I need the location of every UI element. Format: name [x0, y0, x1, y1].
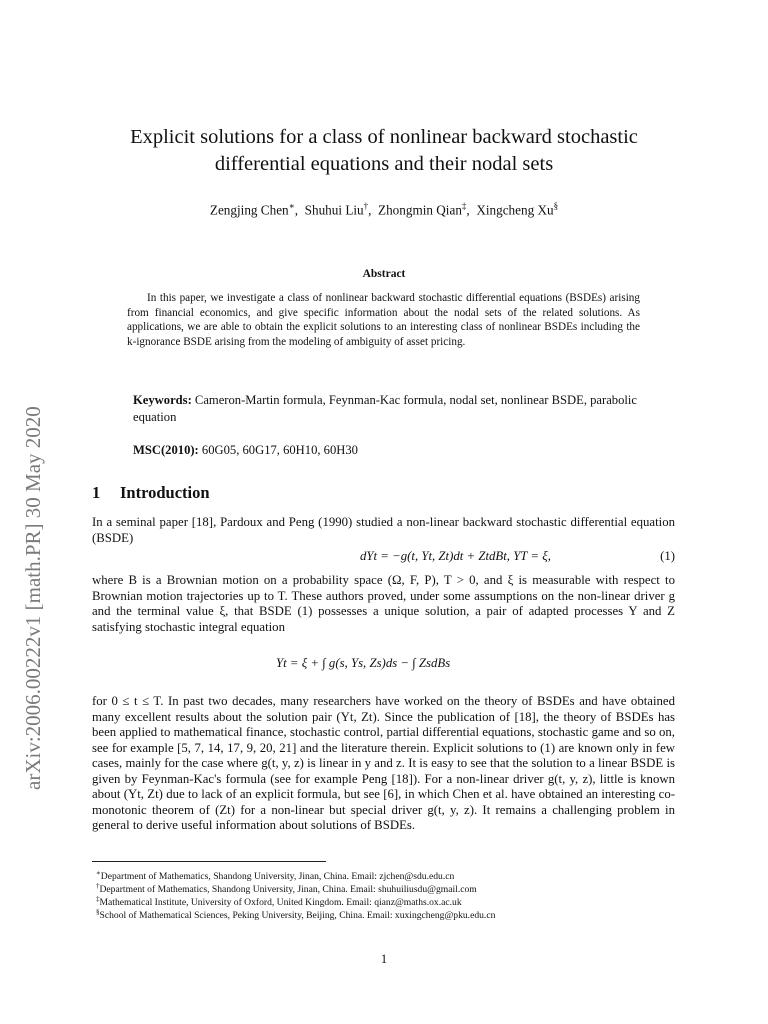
abstract-body	[127, 291, 640, 349]
footnote-text: School of Mathematical Sciences, Peking University, Beijing, China. Email: xuxingcheng@pku.edu.cn	[99, 910, 496, 922]
paper-title	[92, 124, 676, 178]
author-name: Zhongmin Qian	[378, 202, 462, 218]
footnote-mark: ‡	[96, 895, 100, 903]
footnote-text: Department of Mathematics, Shandong University, Jinan, China. Email: zjchen@sdu.edu.cn	[100, 871, 455, 883]
keywords	[133, 392, 648, 426]
author-mark: ∗	[288, 201, 295, 211]
author-name: Zengjing Chen	[209, 202, 289, 218]
intro-paragraph-1: In a seminal paper [18], Pardoux and Peng (1990) studied a non-linear backward stochastic differential equation (BSDE)	[92, 515, 675, 545]
keywords-text: Cameron-Martin formula, Feynman-Kac formula, nodal set, nonlinear BSDE, parabolic equation	[133, 393, 637, 424]
author-name: Shuhui Liu	[304, 202, 364, 218]
footnote-mark: ∗	[96, 869, 101, 877]
footnote-mark: §	[96, 908, 100, 916]
equation-1: dYt = −g(t, Yt, Zt)dt + ZtdBt, YT = ξ,	[360, 549, 551, 563]
section-number: 1	[92, 483, 101, 502]
footnote-mark: †	[96, 882, 100, 890]
equation-2-text: Yt = ξ + ∫ g(s, Ys, Zs)ds − ∫ ZsdBs	[276, 656, 451, 670]
author-name: Xingcheng Xu	[476, 202, 554, 218]
abstract-heading: Abstract	[362, 268, 406, 280]
title-line-1: Explicit solutions for a class of nonlinear backward stochastic	[130, 126, 638, 148]
msc-text: 60G05, 60G17, 60H10, 60H30	[201, 443, 358, 457]
msc-classification	[133, 443, 648, 458]
footnote-rule	[92, 861, 326, 862]
msc-label: MSC(2010):	[133, 443, 199, 457]
intro-paragraph-3: for 0 ≤ t ≤ T. In past two decades, many researchers have worked on the theory of BSDEs and have obtained many excellent results about the solution pair (Yt, Zt). Since the publication of [18], the theory of BSDEs has been applied to mathematical finance, stochastic control, partial differential equations, stochastic game and so on, see for example [5, 7, 14, 17, 9, 20, 21] and the literature therein. Explicit solutions to (1) are known only in few cases, mainly for the case where g(t, y, z) is linear in y and z. It is easy to see that the solution to a linear BSDE is given by Feynman-Kac's formula (see for example Peng [18]). For a non-linear driver g(t, y, z), little is known about (Yt, Zt) due to lack of an explicit formula, but see [6], in which Chen et al. have obtained an interesting co-monotonic theorem of (Zt) for a non-linear but special driver g(t, y, z). It remains a challenging problem in general to derive useful information about solutions of BSDEs.	[92, 694, 675, 832]
equation-1-number: (1)	[660, 549, 675, 563]
section-heading	[92, 483, 210, 503]
footnote-text: Mathematical Institute, University of Oxford, United Kingdom. Email: qianz@maths.ox.ac.uk	[99, 897, 462, 909]
title-line-2: differential equations and their nodal sets	[214, 153, 554, 175]
intro-paragraph-2: where B is a Brownian motion on a probability space (Ω, F, P), T > 0, and ξ is measurable with respect to Brownian motion trajectories up to T. These authors proved, under some assumptions on the non-linear driver g and the terminal value ξ, that BSDE (1) possesses a unique solution, a pair of adapted processes Y and Z satisfying stochastic integral equation	[92, 573, 675, 634]
abstract-text: In this paper, we investigate a class of nonlinear backward stochastic differential equations (BSDEs) arising from financial economics, and give specific information about the nodal sets of the related solutions. As applications, we are able to obtain the explicit solutions to an interesting class of nonlinear BSDEs including the k-ignorance BSDE arising from the modeling of ambiguity of asset pricing.	[127, 292, 640, 348]
author-mark: ‡	[461, 201, 467, 211]
author-list: Zengjing Chen∗, Shuhui Liu†, Zhongmin Qian‡, Xingcheng Xu§	[209, 201, 559, 218]
arxiv-stamp: arXiv:2006.00222v1 [math.PR] 30 May 2020	[21, 406, 45, 790]
author-mark: §	[553, 201, 559, 211]
keywords-label: Keywords:	[133, 393, 192, 407]
section-title: Introduction	[120, 483, 210, 502]
author-mark: †	[363, 201, 369, 211]
footnote	[96, 906, 495, 922]
footnote-text: Department of Mathematics, Shandong University, Jinan, China. Email: shuhuiliusdu@gmail.com	[99, 884, 477, 896]
page-number: 1	[380, 952, 388, 966]
